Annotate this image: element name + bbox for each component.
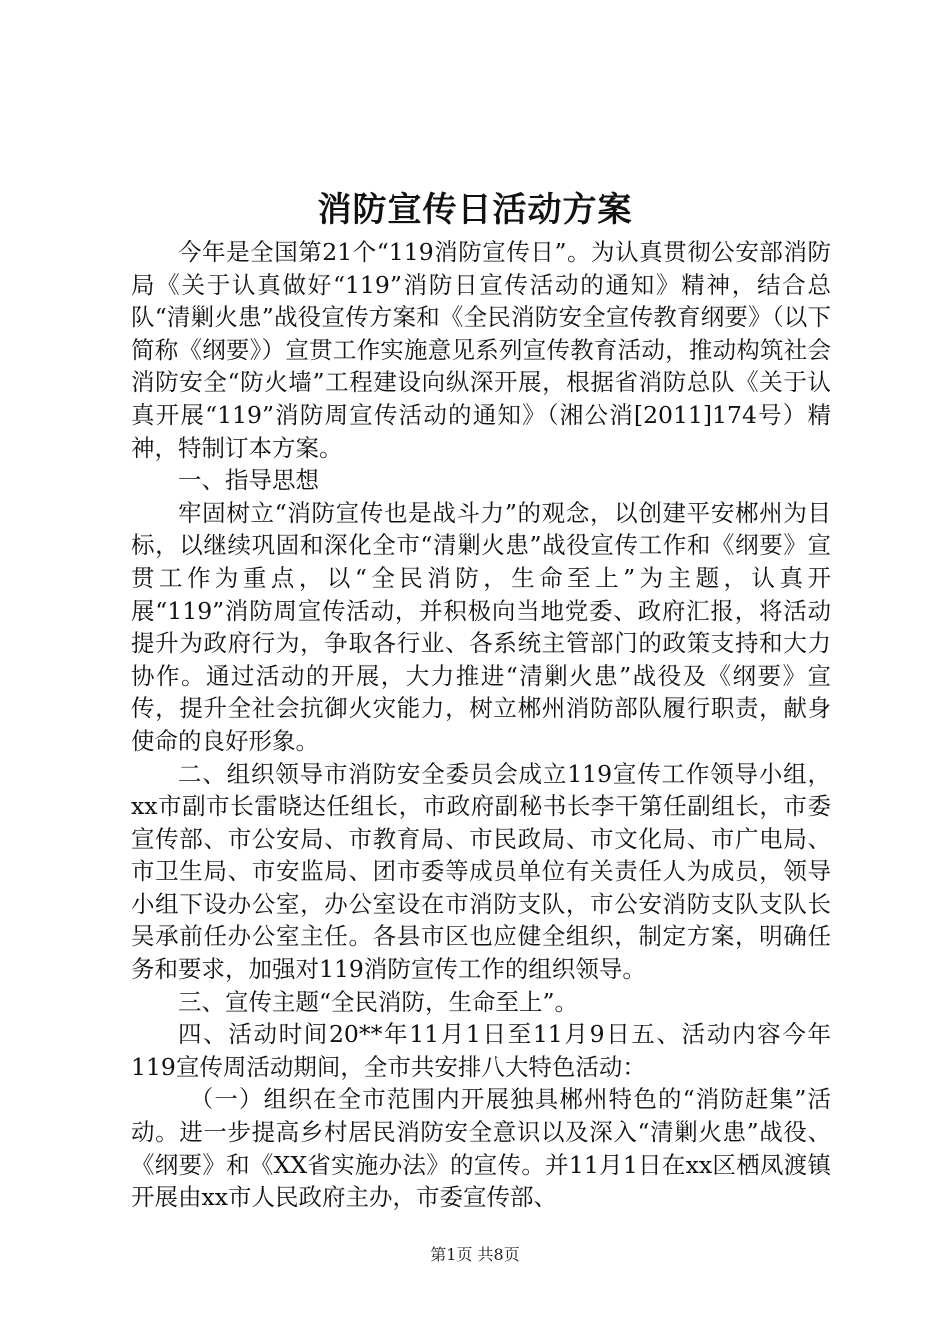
heading-guiding-thought: 一、指导思想 [178, 466, 319, 495]
document-body [131, 236, 831, 1214]
paragraph-activity-one: （一）组织在全市范围内开展独具郴州特色的“消防赶集”活动。进一步提高乡村居民消防安全意识以及深入“清剿火患”战役、《纲要》和《XX省实施办法》的宣传。并11月1日在xx区栖凤渡镇开展由xx市人民政府主办，市委宣传部、 [131, 1085, 831, 1212]
page-number: 第1页 共8页 [430, 1245, 520, 1264]
document-title: 消防宣传日活动方案 [317, 190, 633, 230]
paragraph-intro: 今年是全国第21个“119消防宣传日”。为认真贯彻公安部消防局《关于认真做好“119”消防日宣传活动的通知》精神，结合总队“清剿火患”战役宣传方案和《全民消防安全宣传教育纲要》（以下简称《纲要》）宣贯工作实施意见系列宣传教育活动，推动构筑社会消防安全“防火墙”工程建设向纵深开展，根据省消防总队《关于认真开展“119”消防周宣传活动的通知》（湘公消[2011]174号）精神，特制订本方案。 [131, 238, 831, 462]
paragraph-theme: 三、宣传主题“全民消防，生命至上”。 [178, 987, 579, 1016]
paragraph-guiding-thought: 牢固树立“消防宣传也是战斗力”的观念，以创建平安郴州为目标，以继续巩固和深化全市“清剿火患”战役宣传工作和《纲要》宣贯工作为重点，以“全民消防，生命至上”为主题，认真开展“119”消防周宣传活动，并积极向当地党委、政府汇报，将活动提升为政府行为，争取各行业、各系统主管部门的政策支持和大力协作。通过活动的开展，大力推进“清剿火患”战役及《纲要》宣传，提升全社会抗御火灾能力，树立郴州消防部队履行职责，献身使命的良好形象。 [131, 498, 831, 755]
paragraph-organization: 二、组织领导市消防安全委员会成立119宣传工作领导小组，xx市副市长雷晓达任组长，市政府副秘书长李干第任副组长，市委宣传部、市公安局、市教育局、市民政局、市文化局、市广电局、市卫生局、市安监局、团市委等成员单位有关责任人为成员，领导小组下设办公室，办公室设在市消防支队，市公安消防支队支队长吴承前任办公室主任。各县市区也应健全组织，制定方案，明确任务和要求，加强对119消防宣传工作的组织领导。 [131, 759, 831, 984]
paragraph-schedule: 四、活动时间20**年11月1日至11月9日五、活动内容今年119宣传周活动期间，全市共安排八大特色活动： [131, 1020, 831, 1081]
